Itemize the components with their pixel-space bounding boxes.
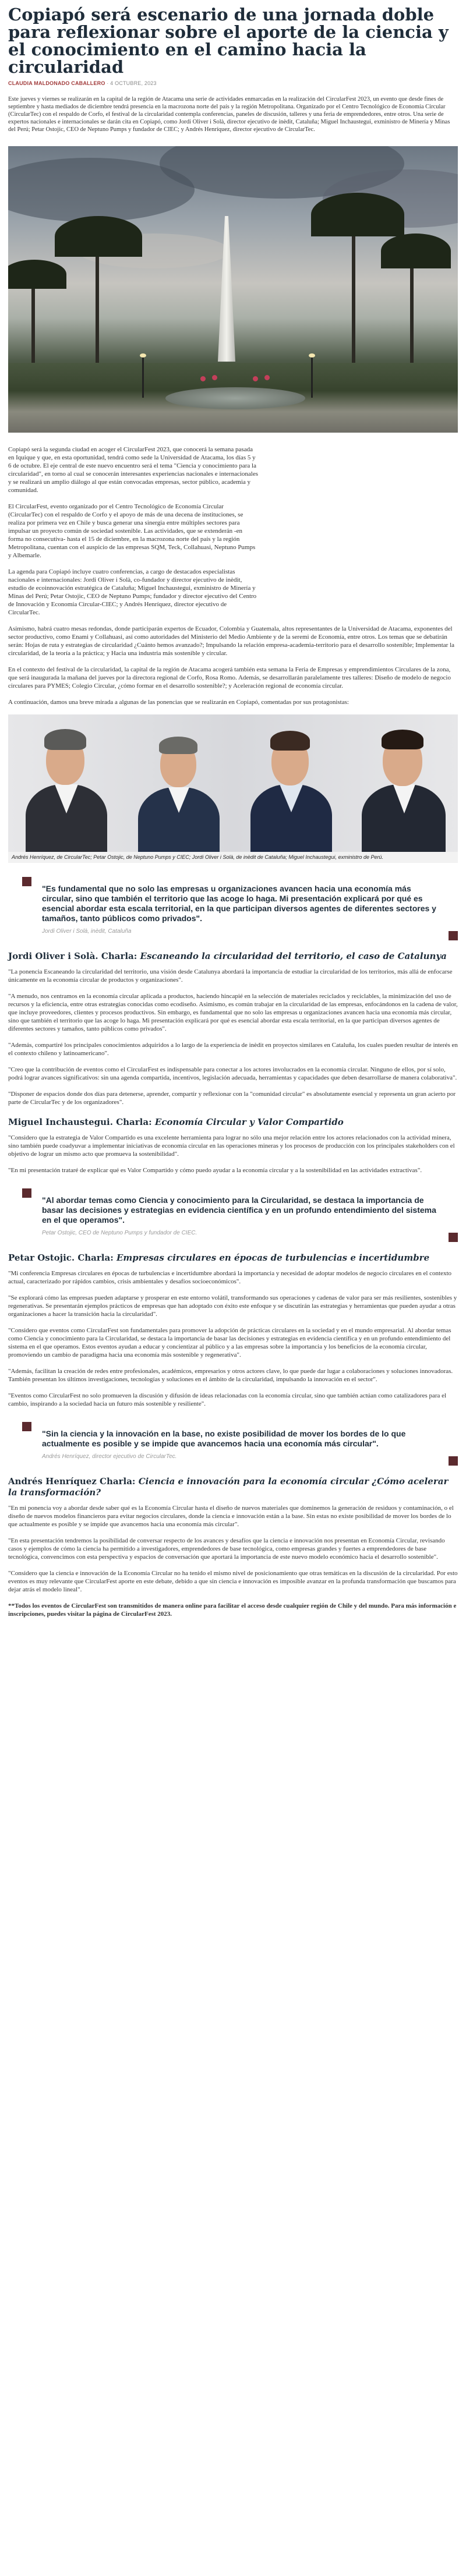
byline-date: 4 OCTUBRE, 2023: [110, 80, 157, 86]
section-heading: [8, 951, 458, 962]
section-heading: [8, 1117, 458, 1128]
section-speaker: Petar Ostojic. Charla:: [8, 1252, 114, 1263]
section-talk-title: Escaneando la circularidad del territorio, el caso de Catalunya: [140, 951, 447, 961]
quote-text: "Es fundamental que no solo las empresas u organizaciones avancen hacia una economía más circular, sino que también el territorio que las acoge lo haga. Mi presentación explicará por qué es esencial abordar esta escala territorial, en la que participan diversos agentes de diferentes sectores y tamaños, tanto públicos como privados".: [42, 884, 436, 923]
pull-quote: [8, 1188, 458, 1242]
section-talk-title: Economía Circular y Valor Compartido: [154, 1117, 344, 1127]
quote-author: Jordi Oliver i Solà, inèdit, Cataluña: [42, 928, 132, 935]
section-heading: [8, 1252, 458, 1264]
hero-image: [8, 146, 458, 433]
paragraph: "Considero que la ciencia e innovación de la Economía Circular no ha tenido el mismo nivel de posicionamiento que otras temáticas en la discusión de la circularidad. Por esto eventos es muy relevante que CircularFest aporte en este debate, debido a que sin ciencia e innovación es imposible avanzar en la profunda transformación que buscamos para dejar atrás el modelo lineal".: [8, 1570, 458, 1593]
quote-corner-decoration: [22, 877, 31, 886]
quote-corner-decoration: [449, 1233, 458, 1242]
quote-corner-decoration: [449, 931, 458, 940]
paragraph: "Eventos como CircularFest no solo promueven la discusión y difusión de ideas relacionadas con la economía circular, sino que también actúan como catalizadores para el cambio, inspirando a la sociedad hacia un futuro más sostenible y resiliente".: [8, 1392, 447, 1407]
speaker-photo-inchaustegui: [345, 714, 458, 837]
section-heading: [8, 1476, 458, 1498]
article-title: Copiapó será escenario de una jornada doble para reflexionar sobre el aporte de la ciencia y el conocimiento en el camino hacia la circularidad: [8, 5, 449, 77]
speaker-photo-oliver: [233, 714, 345, 837]
speakers-photo: [8, 714, 458, 852]
paragraph: "En esta presentación tendremos la posibilidad de conversar respecto de los avances y desafíos que la ciencia e innovación nos presentan en Economía Circular, revisando casos y ejemplos de cómo la ciencia ha permitido a investigadores, emprendedores de base tecnológica, como empresas grandes y fuertes a emprendedores de base tecnológica, convencimos con esta perspectiva y espacios de conversación que aportará la importancia de este nuevo modelo económico hacia el desarrollo sostenible".: [8, 1537, 445, 1561]
paragraph: "Creo que la contribución de eventos como el CircularFest es indispensable para conectar a los actores involucrados en la economía circular. Ninguno de ellos, por sí solo, podrá lograr avances significativos: sin una agenda compartida, incentivos, legislación adecuada, herramientas y capacidades que deben desarrollarse de manera colaborativa".: [8, 1066, 457, 1081]
quote-author: Petar Ostojic, CEO de Neptuno Pumps y fundador de CIEC.: [42, 1230, 197, 1236]
byline-author[interactable]: CLAUDIA MALDONADO CABALLERO: [8, 80, 105, 86]
section-speaker: Jordi Oliver i Solà. Charla:: [8, 951, 137, 961]
quote-text: "Sin la ciencia y la innovación en la base, no existe posibilidad de mover los bordes de lo que actualmente es posible y se impide que avancemos hacia una economía más circular".: [42, 1429, 406, 1448]
quote-corner-decoration: [22, 1188, 31, 1198]
paragraph: "Disponer de espacios donde dos días para detenerse, aprender, compartir y reflexionar con la "comunidad circular" es absolutamente esencial y representa un gran acierto por parte de CircularTec y de los organizadores".: [8, 1091, 456, 1106]
pull-quote: [8, 1422, 458, 1466]
paragraph: Asimismo, habrá cuatro mesas redondas, donde participarán expertos de Ecuador, Colombia y Guatemala, altos representantes de la Universidad de Atacama, exponentes del sector productivo, como Enami y Collahuasi, así como autoridades del Ministerio del Medio Ambiente y de la seremi de Economía, entre otros. Los temas que se debatirán serán: Hojas de ruta y estrategias de circularidad ¿Cuánto hemos avanzado?; Impulsando la relación empresa-academia-territorio para el desarrollo sostenible; Implementar la circularidad, de la teoría a la práctica; y Hacia una industria más sostenible y circular.: [8, 625, 455, 657]
quote-text: "Al abordar temas como Ciencia y conocimiento para la Circularidad, se destaca la importancia de basar las decisiones y estrategias en evidencia científica y en un profundo entendimiento del sistema en el que operamos".: [42, 1195, 436, 1225]
paragraph: "Considero que la estrategia de Valor Compartido es una excelente herramienta para lograr no sólo una mejor relación entre los actores relacionados con la actividad minera, sino también puede coadyuvar a implementar iniciativas de economía circular en las operaciones mineras y los procesos de producción con los principales stakeholders con el objetivo de lograr un mismo acto que promueva la sostenibilidad".: [8, 1134, 455, 1158]
paragraph: El CircularFest, evento organizado por el Centro Tecnológico de Economía Circular (CircularTec) con el respaldo de Corfo y el apoyo de más de una decena de instituciones, se realiza por primera vez en Chile y busca generar una sinergia entre múltiples sectores para impulsar un proyecto común de sociedad sostenible. Las actividades, que se extenderán -en forma no consecutiva- hasta el 15 de diciembre, en la macrozona norte del país y la región Metropolitana, cuentan con el auspicio de las empresas SQM, Teck, Collahuasi, Neptuno Pumps y Albemarle.: [8, 503, 256, 559]
section-speaker: Miguel Inchaustegui. Charla:: [8, 1117, 152, 1127]
speaker-photo-henriquez: [8, 714, 121, 837]
section-talk-title: Ciencia e innovación para la economía circular ¿Cómo acelerar la transformación?: [8, 1476, 449, 1498]
paragraph: "Además, compartiré los principales conocimientos adquiridos a lo largo de la experiencia de inèdit en proyectos similares en Cataluña, los cuales pueden resultar de interés en el contexto chileno y latinoamericano".: [8, 1042, 458, 1057]
paragraph: "En mi presentación trataré de explicar qué es Valor Compartido y cómo puedo ayudar a la economía circular y a la sostenibilidad en las actividades extractivas".: [8, 1167, 422, 1174]
paragraph: "Además, facilitan la creación de redes entre profesionales, académicos, empresarios y otros actores clave, lo que puede dar lugar a colaboraciones y soluciones innovadoras. También presentan los últimos investigaciones, tecnologías y soluciones en el ámbito de la circularidad, impulsando la innovación en el sector".: [8, 1368, 453, 1383]
paragraph: "La ponencia Escaneando la circularidad del territorio, una visión desde Catalunya abordará la importancia de estudiar la circularidad de los territorios, más allá de enfocarse únicamente en la economía circular de productos y organizaciones".: [8, 968, 453, 983]
quote-corner-decoration: [22, 1422, 31, 1431]
paragraph: En el contexto del festival de la circularidad, la capital de la región de Atacama acogerá también esta semana la Feria de Empresas y emprendimientos Circulares de la zona, que será inaugurada la mañana del jueves por la directora regional de Corfo, Rosa Romo. Además, se desarrollarán paralelamente tres talleres: Diseño de modelo de negocio circulares para PYMES; Colegio Circular, ¿cómo formar en el desarrollo sostenible?; y Aceleración regional de economía circular.: [8, 666, 451, 689]
fountain: [165, 387, 305, 409]
section-body: [8, 968, 458, 1106]
monument: [218, 216, 235, 362]
paragraph: "En mi ponencia voy a abordar desde saber qué es la Economía Circular hasta el diseño de nuevos materiales que dominemos la generación de residuos y contaminación, o el diseño de nuevos modelos financieros para evitar negocios circulares, donde la ciencia e innovación están a la base. Sin estas no existe posibilidad de mover los bordes de lo que actualmente es posible y se impide que avancemos hacia una economía más circular".: [8, 1505, 454, 1528]
byline: CLAUDIA MALDONADO CABALLERO · 4 OCTUBRE, 2023: [8, 80, 157, 86]
paragraph: "Se explorará cómo las empresas pueden adaptarse y prosperar en este entorno volátil, transformando sus operaciones y cadenas de valor para ser más resilientes, sostenibles y regenerativas. Se presentarán ejemplos prácticos de empresas que han adoptado con éxito este enfoque y se discutirán las estrategias y herramientas que pueden ayudar a otras organizaciones a hacer la transición hacia la circularidad".: [8, 1294, 457, 1318]
paragraph: "Considero que eventos como CircularFest son fundamentales para promover la adopción de prácticas circulares en la sociedad y en el mundo empresarial. Al abordar temas como Ciencia y conocimiento para la Circularidad, se destaca la importancia de basar las decisiones y estrategias en evidencia científica y en un profundo entendimiento del sistema en el que operamos. Estos eventos ayudan a educar y concientizar al público y a las empresas sobre la importancia y los beneficios de la economía circular, promoviendo un cambio de paradigma hacia una economía más sostenible y regenerativa".: [8, 1327, 451, 1358]
section-body: [8, 1269, 458, 1408]
paragraph: Copiapó será la segunda ciudad en acoger el CircularFest 2023, que conocerá la semana pasada en Iquique y que, en esta oportunidad, tendrá como sede la Universidad de Atacama, los días 5 y 6 de octubre. El eje central de este nuevo encuentro será el tema "Ciencia y conocimiento para la circularidad", en torno al cual se conocerán interesantes experiencias nacionales e internacionales y se realizará un amplio diálogo al que están convocadas empresas, sector público, academia y comunidad.: [8, 446, 259, 494]
quote-corner-decoration: [449, 1456, 458, 1466]
paragraph: "A menudo, nos centramos en la economía circular aplicada a productos, haciendo hincapié en la selección de materiales reciclados y reciclables, la minimización del uso de recursos y la eficiencia, entre otras estrategias conocidas como ecodiseño. Asimismo, es común trabajar en la circularidad de las empresas, enfocándonos en la cadena de valor, que incluye proveedores, clientes y procesos productivos. Sin embargo, es fundamental que no solo las empresas u organizaciones avancen hacia una economía más circular, sino que también el territorio que las acoge lo haga. Mi presentación explicará por qué es esencial abordar esta escala territorial, en la que participan diversos agentes de diferentes sectores y tamaños, tanto públicos como privados".: [8, 993, 458, 1032]
closing-note: **Todos los eventos de CircularFest son transmitidos de manera online para facilitar el acceso desde cualquier región de Chile y del mundo. Para más información e inscripciones, puedes visitar la página de CircularFest 2023.: [8, 1602, 457, 1618]
article-body: [8, 445, 458, 706]
paragraph: A continuación, damos una breve mirada a algunas de las ponencias que se realizarán en Copiapó, comentadas por sus protagonistas:: [8, 699, 349, 706]
article-lead: Este jueves y viernes se realizarán en la capital de la región de Atacama una serie de actividades enmarcadas en la realización del CircularFest 2023, un evento que desde fines de septiembre y hasta mediados de diciembre tendrá presencia en la macrozona norte del país y la región Metropolitana. Organizado por el Centro Tecnológico de Economía Circular (CircularTec) con el respaldo de Corfo, el festival de la circularidad contempla conferencias, paneles de discusión, talleres y una feria de emprendedores, entre otros. Una serie de expertos nacionales e internacionales se darán cita en Copiapó, como Jordi Oliver i Solà, director ejecutivo de inèdit, Cataluña; Miguel Inchaustegui, exministro de Minería y Minas del Perú; Petar Ostojic, CEO de Neptuno Pumps y fundador de CIEC; y Andrés Henríquez, director ejecutivo de CircularTec.: [8, 96, 450, 133]
quote-author: Andrés Henríquez, director ejecutivo de CircularTec.: [42, 1453, 177, 1460]
paragraph: La agenda para Copiapó incluye cuatro conferencias, a cargo de destacados especialistas nacionales e internacionales: Jordi Oliver i Solà, co-fundador y director ejecutivo de inèdit, estudio de ecoinnovación estratégica de Cataluña; Miguel Inchaustegui, exministro de Minería y Minas del Perú; Petar Ostojic, CEO de Neptuno Pumps; fundador y director ejecutivo del Centro de Innovación y Economía Circular-CIEC; y Andrés Henríquez, director ejecutivo de CircularTec.: [8, 568, 257, 616]
speakers-caption: Andrés Henríquez, de CircularTec; Petar Ostojic, de Neptuno Pumps y CIEC; Jordi Oliver i Solà, de inèdit de Cataluña; Miguel Inchaustegui, exministro de Perú.: [8, 852, 458, 863]
section-speaker: Andrés Henríquez Charla:: [8, 1476, 136, 1487]
section-talk-title: Empresas circulares en épocas de turbulencias e incertidumbre: [116, 1252, 430, 1263]
section-body: [8, 1134, 458, 1174]
speaker-photo-ostojic: [121, 714, 233, 837]
section-body: [8, 1504, 458, 1618]
pull-quote: [8, 877, 458, 940]
paragraph: "Mi conferencia Empresas circulares en épocas de turbulencias e incertidumbre abordará la importancia y necesidad de adoptar modelos de negocio circulares en el contexto actual, caracterizado por rápidos cambios, crisis ambientales y desafíos socioeconómicos".: [8, 1270, 452, 1285]
